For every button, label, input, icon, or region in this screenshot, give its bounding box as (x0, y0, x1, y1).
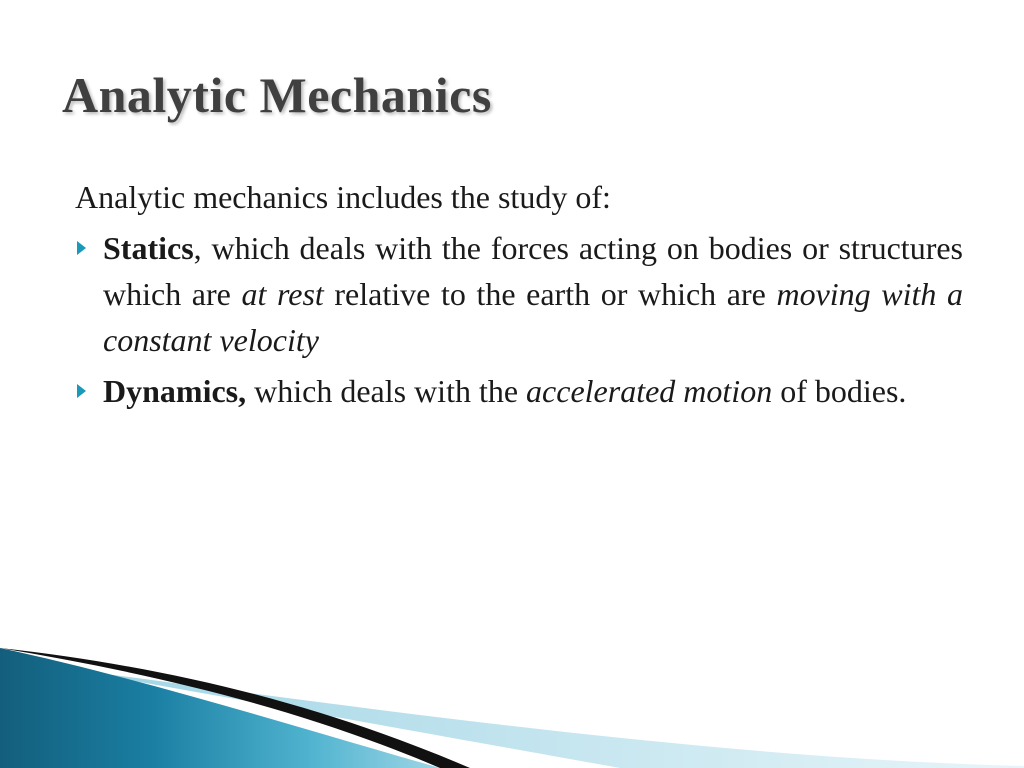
bullet-emphasis: moving with a constant velocity (103, 276, 964, 358)
bullet-text: relative to the earth or which are (323, 276, 777, 312)
bullet-text: which deals with the (246, 373, 527, 409)
triangle-bullet-icon (77, 384, 86, 398)
intro-text: Analytic mechanics includes the study of: (75, 179, 611, 215)
bullet-term: Statics (103, 230, 194, 266)
bullet-list (75, 225, 963, 414)
bullet-emphasis: accelerated motion (526, 373, 773, 409)
slide-content (75, 174, 963, 414)
bullet-text: , which deals with the forces acting on bodies or structures which are (103, 230, 963, 312)
bullet-item-statics (75, 225, 963, 363)
triangle-bullet-icon (77, 241, 86, 255)
bullet-item-dynamics (75, 368, 963, 414)
bullet-emphasis: at rest (241, 276, 324, 312)
decorative-swoosh (0, 648, 1024, 768)
bullet-text: of bodies. (772, 373, 907, 409)
slide-title: Analytic Mechanics (62, 67, 492, 123)
bullet-term: Dynamics, (103, 373, 247, 409)
